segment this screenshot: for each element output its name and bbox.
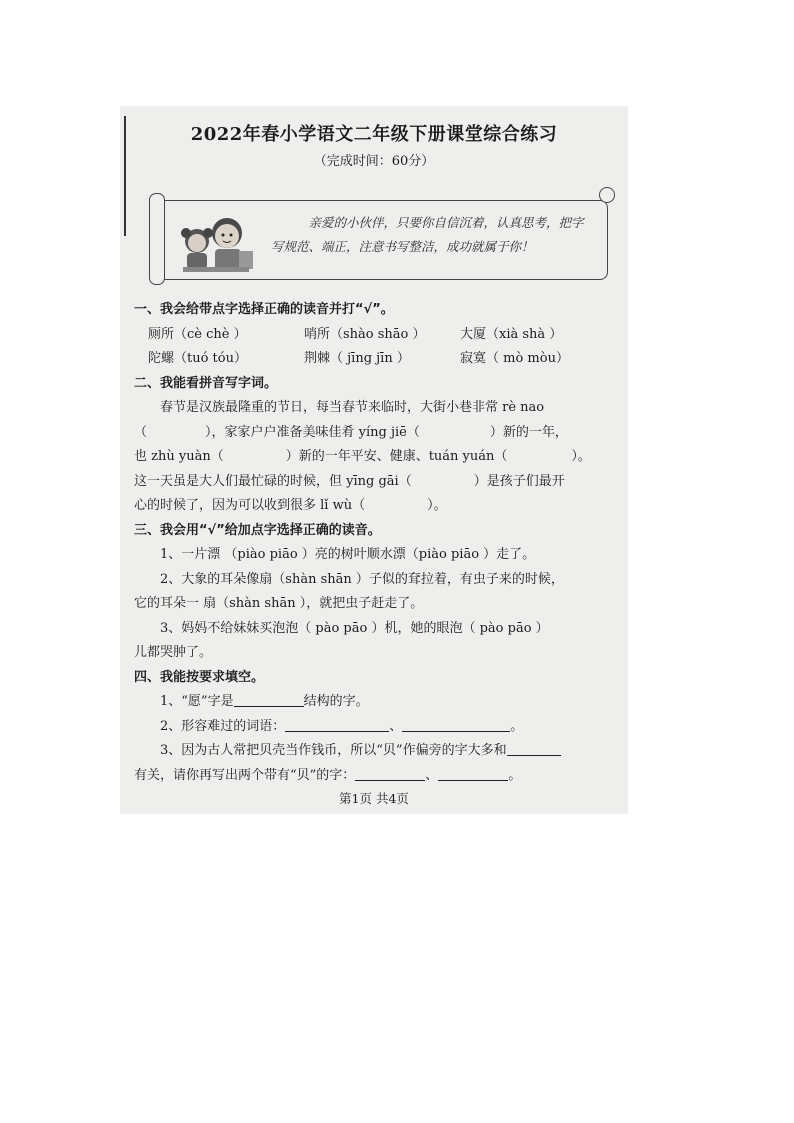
passage-text: 这一天虽是大人们最忙碌的时候，但 yīng gāi（ (134, 473, 412, 489)
passage-line-2 (134, 421, 616, 446)
encouragement-banner (158, 200, 608, 280)
choice-item[interactable]: 寂寞（ mò mòu） (460, 351, 569, 366)
paren-open: （ (134, 424, 148, 440)
question-text: 、 (425, 767, 439, 783)
passage-text: ）新的一年， (489, 424, 568, 440)
page-footer: 第1页 共4页 (339, 791, 409, 806)
passage-line-5 (134, 494, 616, 519)
question-text: 有关，请你再写出两个带有“贝”的字： (134, 767, 356, 783)
question-4-3b (134, 764, 616, 789)
passage-line-4 (134, 470, 616, 495)
question-4-3a (134, 739, 616, 764)
passage-text: ）是孩子们最开 (473, 473, 565, 489)
answer-blank[interactable] (402, 717, 510, 732)
question-4-2 (134, 715, 616, 740)
pinyin-choice-row-1 (134, 323, 616, 348)
section-1-heading: 一、我会给带点字选择正确的读音并打“√”。 (134, 302, 394, 317)
banner-line-1: 亲爱的小伙伴，只要你自信沉着，认真思考，把字 (308, 215, 584, 230)
question-3-2b[interactable]: 它的耳朵一 扇（shàn shān ），就把虫子赶走了。 (134, 596, 424, 611)
exam-body (134, 298, 616, 788)
choice-item[interactable]: 荆棘（ jīng jīn ） (304, 351, 410, 366)
passage-line-3 (134, 445, 616, 470)
question-3-3b: 儿都哭肿了。 (134, 645, 213, 660)
exam-page (120, 106, 628, 814)
question-text: 。 (508, 767, 522, 783)
banner-text (271, 211, 591, 259)
scroll-curl-right (599, 187, 615, 203)
passage-text: 也 zhù yuàn（ (134, 449, 224, 464)
choice-item[interactable]: 厕所（cè chè ） (148, 326, 247, 342)
section-4-heading: 四、我能按要求填空。 (134, 669, 265, 685)
pinyin-choice-row-2 (134, 347, 616, 372)
question-text: 。 (510, 718, 524, 734)
answer-blank[interactable] (438, 766, 508, 781)
page-subtitle: （完成时间：60分） (313, 154, 435, 169)
answer-blank[interactable] (285, 717, 389, 732)
question-4-1 (134, 690, 616, 715)
question-3-2a[interactable]: 2、大象的耳朵像扇（shàn shān ）子似的耷拉着，有虫子来的时候， (160, 571, 564, 587)
page-title: 2022年春小学语文二年级下册课堂综合练习 (190, 124, 558, 145)
answer-blank[interactable] (507, 741, 561, 756)
passage-text: ）。 (571, 449, 591, 464)
choice-item[interactable]: 大厦（xià shà ） (460, 326, 563, 342)
scroll-roll-left (149, 193, 165, 285)
banner-line-2: 写规范、端正，注意书写整洁，成功就属于你！ (271, 239, 534, 254)
question-text: 2、形容难过的词语： (160, 718, 286, 734)
passage-line-1: 春节是汉族最隆重的节日，每当春节来临时，大街小巷非常 rè nao (160, 400, 545, 415)
question-3-3a[interactable]: 3、妈妈不给妹妹买泡泡（ pào pāo ）机，她的眼泡（ pào pāo ） (160, 620, 549, 636)
section-2-heading: 二、我能看拼音写字词。 (134, 375, 278, 391)
answer-blank[interactable] (355, 766, 425, 781)
choice-item[interactable]: 哨所（shào shāo ） (304, 326, 426, 342)
choice-item[interactable]: 陀螺（tuó tóu） (148, 351, 247, 366)
answer-blank[interactable] (234, 692, 304, 707)
question-3-1[interactable]: 1、一片漂 （piào piāo ）亮的树叶顺水漂（piào piāo ）走了。 (160, 547, 536, 562)
question-text: 1、“愿”字是 (160, 694, 234, 709)
passage-text: ）。 (427, 498, 447, 513)
passage-text: ）新的一年平安、健康、tuán yuán（ (285, 449, 508, 464)
question-text: 、 (389, 718, 403, 734)
children-illustration (175, 211, 255, 275)
passage-text: ），家家户户准备美味佳肴 yíng jiē（ (205, 424, 420, 440)
passage-text: 心的时候了，因为可以收到很多 lǐ wù（ (134, 498, 366, 513)
section-3-heading: 三、我会用“√”给加点字选择正确的读音。 (134, 522, 381, 538)
question-text: 结构的字。 (303, 694, 369, 709)
question-text: 3、因为古人常把贝壳当作钱币，所以“贝”作偏旁的字大多和 (160, 743, 507, 758)
